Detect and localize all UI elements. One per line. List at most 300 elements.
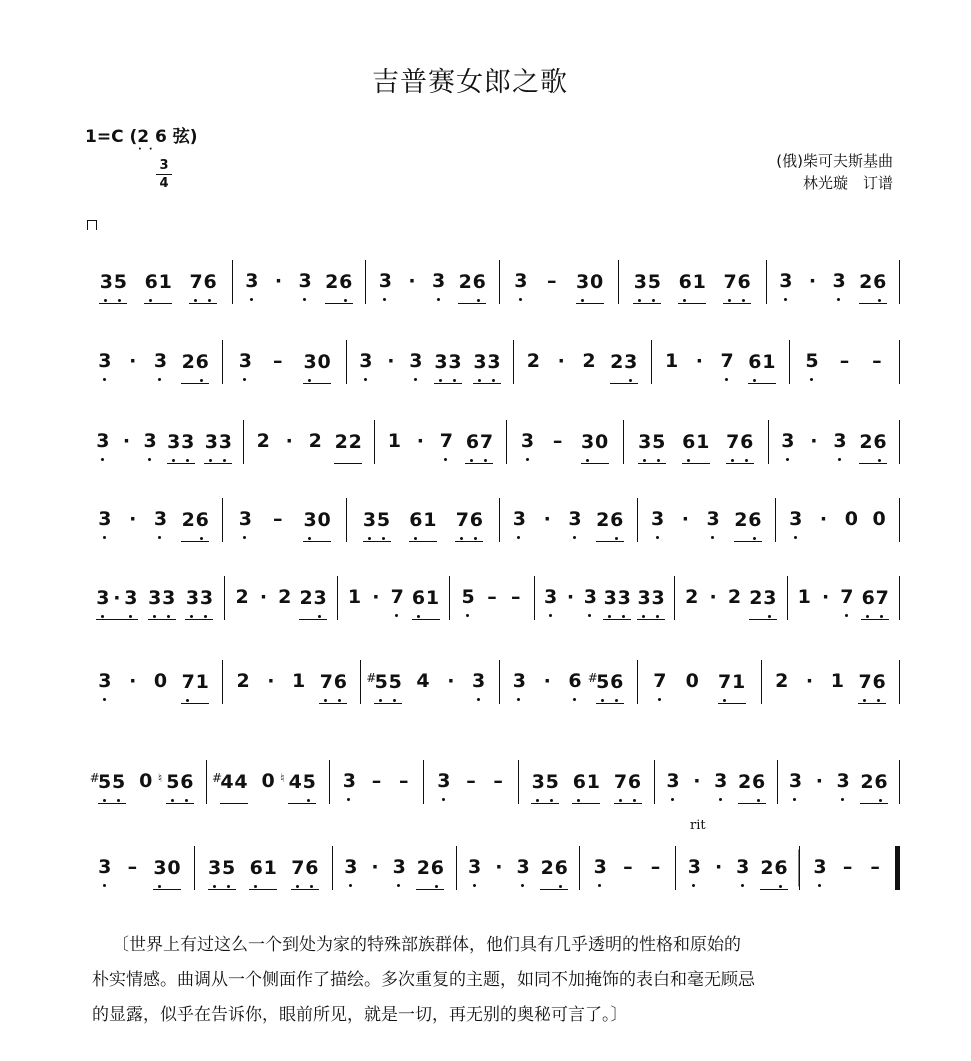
note: 6 <box>409 509 423 531</box>
note-group <box>638 431 666 464</box>
note-group <box>125 856 139 890</box>
note: 6 <box>195 509 209 531</box>
note: 6 <box>873 271 887 293</box>
note-group <box>540 857 568 890</box>
note-group <box>378 270 392 304</box>
low-octave-dot <box>382 537 385 540</box>
dash-note: – <box>127 856 138 878</box>
credits <box>776 150 893 194</box>
natural-icon: ♮ <box>157 771 163 785</box>
note-group <box>292 670 306 704</box>
note-group <box>390 586 404 620</box>
note: 5 <box>545 771 559 793</box>
dot-mark: · <box>129 508 137 530</box>
low-octave-dot <box>549 614 552 617</box>
note-group <box>325 271 353 304</box>
score-system <box>85 312 900 392</box>
dot-mark: · <box>681 508 689 530</box>
note: 3 <box>162 587 176 609</box>
note: 0 <box>317 351 331 373</box>
low-octave-dot <box>577 799 580 802</box>
note: 1 <box>387 430 401 452</box>
time-signature <box>156 158 172 191</box>
note-group <box>144 271 172 304</box>
note-group <box>413 430 427 464</box>
note: 3 <box>208 857 222 879</box>
note: 2 <box>235 586 249 608</box>
note: 3 <box>363 509 377 531</box>
note: 3 <box>448 351 462 373</box>
measure <box>800 846 900 890</box>
measure <box>638 660 762 704</box>
low-octave-dot <box>473 884 476 887</box>
low-octave-dot <box>723 699 726 702</box>
note: 2 <box>416 857 431 879</box>
note: 1 <box>762 351 776 373</box>
note: 6 <box>568 670 582 692</box>
note: 7 <box>390 586 404 608</box>
note: 3 <box>638 431 652 453</box>
low-octave-dot <box>683 299 686 302</box>
note-group <box>540 508 554 542</box>
measure <box>333 846 457 890</box>
note: 3 <box>687 856 701 878</box>
low-octave-dot <box>615 537 618 540</box>
note-group <box>126 350 140 384</box>
low-octave-dot <box>866 615 869 618</box>
low-octave-dot <box>878 459 881 462</box>
low-octave-dot <box>103 884 106 887</box>
note-group <box>492 856 506 890</box>
low-octave-dot <box>863 699 866 702</box>
note: 5 <box>377 509 391 531</box>
low-octave-dot <box>526 458 529 461</box>
dot-mark: · <box>693 770 701 792</box>
note-group <box>860 771 888 804</box>
note: 3 <box>531 771 545 793</box>
note-group <box>409 350 423 384</box>
dot-mark: · <box>372 586 380 608</box>
description-line: 朴实情感。曲调从一个侧面作了描绘。多次重复的主题，如同不加掩饰的表白和毫无顾忌 <box>92 970 755 990</box>
dash-note: – <box>839 350 850 372</box>
note-group <box>264 670 278 704</box>
key-signature <box>85 122 198 155</box>
note: 3 <box>651 508 665 530</box>
dash-note: – <box>273 508 283 530</box>
low-octave-dot <box>101 458 104 461</box>
note-group <box>465 431 493 464</box>
note: 2 <box>334 431 348 453</box>
low-octave-dot <box>642 615 645 618</box>
note: 2 <box>727 586 742 608</box>
measure <box>769 420 900 464</box>
note-group <box>610 351 638 384</box>
low-octave-dot <box>757 799 760 802</box>
note: 0 <box>595 431 609 453</box>
low-octave-dot <box>204 615 207 618</box>
note: 6 <box>628 771 642 793</box>
note-group <box>775 670 789 704</box>
low-octave-dot <box>153 615 156 618</box>
dot-mark: · <box>805 670 814 692</box>
low-octave-dot <box>379 699 382 702</box>
note-group <box>96 587 138 620</box>
low-octave-dot <box>652 299 655 302</box>
low-octave-dots: ·· <box>138 144 160 155</box>
note: 2 <box>859 271 873 293</box>
note-group <box>665 350 679 384</box>
note: 3 <box>781 430 795 452</box>
note-group <box>582 350 596 384</box>
low-octave-dot <box>838 458 841 461</box>
measure <box>223 498 347 542</box>
note-group <box>718 671 746 704</box>
note: 6 <box>195 351 209 373</box>
dash-note: – <box>842 856 853 878</box>
natural-icon: ♮ <box>280 771 285 785</box>
description-line: 〔世界上有过这么一个到处为家的特殊部族群体，他们具有几乎透明的性格和原始的 <box>112 935 741 955</box>
note: 6 <box>610 509 624 531</box>
note-group <box>384 350 398 384</box>
note: 2 <box>181 509 195 531</box>
note-group <box>211 771 248 804</box>
measure <box>233 260 367 304</box>
dot-mark: · <box>543 508 551 530</box>
low-octave-dot <box>470 459 473 462</box>
low-octave-dot <box>728 299 731 302</box>
note: 7 <box>291 857 305 879</box>
note-group <box>551 430 565 464</box>
note-group <box>348 586 362 620</box>
note: 6 <box>430 857 444 879</box>
low-octave-dot <box>158 378 161 381</box>
note: 3 <box>199 587 213 609</box>
note-group <box>614 771 642 804</box>
note: 3 <box>98 670 112 692</box>
note: 5 <box>113 271 127 293</box>
measure <box>500 498 638 542</box>
measure <box>361 660 499 704</box>
note: 2 <box>859 431 873 453</box>
note: 1 <box>830 670 844 692</box>
dot-mark: · <box>819 508 828 530</box>
note: 4 ♮ <box>288 771 302 793</box>
low-octave-dot <box>453 379 456 382</box>
dash-note: – <box>623 856 633 878</box>
measure <box>195 846 333 890</box>
note: 7 <box>723 271 737 293</box>
note-group <box>637 587 665 620</box>
note: 5 <box>461 586 475 608</box>
note: 3 <box>434 351 448 373</box>
sharp-icon: # <box>89 771 100 785</box>
note-group <box>859 271 887 304</box>
dot-mark: · <box>714 856 723 878</box>
note: 6 <box>748 509 762 531</box>
note: 3 <box>98 856 112 878</box>
low-octave-dot <box>671 798 674 801</box>
note-group <box>167 431 195 464</box>
low-octave-dot <box>250 298 253 301</box>
note: 3 <box>788 770 802 792</box>
note-group <box>397 770 411 804</box>
note: 3 <box>637 587 651 609</box>
low-octave-dot <box>318 615 321 618</box>
note: 7 <box>479 431 493 453</box>
note: 7 <box>439 430 453 452</box>
note: 3 <box>512 508 526 530</box>
note-group <box>531 771 559 804</box>
note: 3 <box>98 350 112 372</box>
note: 2 <box>256 430 270 452</box>
note: 6 <box>752 771 766 793</box>
note: 3 <box>238 508 252 530</box>
note: 2 <box>325 271 339 293</box>
note-group <box>204 431 232 464</box>
low-octave-dot <box>460 537 463 540</box>
note-group <box>837 350 851 384</box>
note-group <box>485 586 499 620</box>
measure <box>507 420 624 464</box>
note: 2 <box>236 670 250 692</box>
note: 3 <box>593 856 607 878</box>
note-group <box>564 586 578 620</box>
note: 1 <box>263 857 277 879</box>
measure <box>778 760 900 804</box>
note-group <box>468 856 482 890</box>
low-octave-dot <box>347 798 350 801</box>
measure <box>675 576 787 620</box>
low-octave-dot <box>878 299 881 302</box>
note-group <box>308 430 322 464</box>
note-group <box>706 586 720 620</box>
measure <box>207 760 329 804</box>
low-octave-dot <box>117 799 120 802</box>
note: 0 <box>872 508 886 530</box>
measure <box>514 340 652 384</box>
note: 3 <box>736 856 750 878</box>
note: 2 <box>610 351 624 373</box>
low-octave-dot <box>598 884 601 887</box>
note-group <box>568 670 582 704</box>
low-octave-dot <box>149 299 152 302</box>
low-octave-dot <box>619 799 622 802</box>
measure <box>244 420 375 464</box>
note-group <box>119 430 133 464</box>
note: 1 <box>664 350 679 372</box>
note: 6 <box>748 351 762 373</box>
note: 6 <box>472 271 486 293</box>
note: 3 <box>359 350 373 372</box>
low-octave-dot <box>158 536 161 539</box>
measure <box>767 260 901 304</box>
measure <box>619 260 767 304</box>
note: 2 <box>308 430 322 452</box>
note-group <box>833 430 847 464</box>
note-group <box>271 350 285 384</box>
note-group <box>514 270 528 304</box>
note: 3 <box>568 508 582 530</box>
note: 1 <box>696 431 710 453</box>
measure <box>655 760 777 804</box>
score-system <box>85 470 900 550</box>
note: 3 <box>437 770 451 792</box>
measure <box>457 846 581 890</box>
note: 3 <box>409 350 423 372</box>
note: 6 <box>861 587 875 609</box>
note: 2 <box>749 587 763 609</box>
low-octave-dot <box>818 884 821 887</box>
note: 7 <box>720 350 734 372</box>
dot-mark: · <box>274 270 283 292</box>
note-group <box>706 508 720 542</box>
note: 3 <box>96 430 110 452</box>
note: 6 <box>203 271 217 293</box>
dot-mark: · <box>709 586 717 608</box>
note-group <box>805 350 819 384</box>
low-octave-dot <box>615 699 618 702</box>
low-octave-dot <box>779 885 782 888</box>
note-group <box>89 771 126 804</box>
low-octave-dot <box>656 615 659 618</box>
note-group <box>540 670 554 704</box>
note-group <box>416 670 430 704</box>
low-octave-dot <box>414 378 417 381</box>
low-octave-dot <box>484 459 487 462</box>
low-octave-dot <box>586 459 589 462</box>
note-group <box>805 270 819 304</box>
note: 6 <box>572 771 586 793</box>
note: 3 <box>763 587 777 609</box>
note: 1 <box>292 670 306 692</box>
note-group <box>412 587 440 620</box>
note-group <box>817 508 831 542</box>
low-octave-dot <box>793 798 796 801</box>
measure <box>652 340 790 384</box>
note-group <box>521 430 535 464</box>
measure <box>85 340 223 384</box>
note-group <box>678 271 706 304</box>
note: 3 <box>789 508 803 530</box>
dot-mark: · <box>821 586 830 608</box>
note-group <box>434 351 462 384</box>
note: 3 <box>238 350 252 372</box>
note: 0 <box>167 857 181 879</box>
low-octave-dot <box>200 379 203 382</box>
note-group <box>96 430 110 464</box>
note: 3 <box>617 587 631 609</box>
note: 0 <box>844 508 858 530</box>
note-group <box>651 508 665 542</box>
measure <box>366 260 500 304</box>
measure <box>500 260 620 304</box>
dash-note: – <box>466 770 476 792</box>
note-group <box>363 509 391 542</box>
note: 1 <box>423 509 437 531</box>
dot-mark: · <box>408 270 416 292</box>
note: 2 <box>526 350 541 372</box>
note: 7 <box>875 587 889 609</box>
note: 3 <box>432 270 446 292</box>
note-group <box>720 350 734 384</box>
note-group <box>836 770 850 804</box>
note: 6 <box>412 587 426 609</box>
measure <box>85 498 223 542</box>
low-octave-dot <box>536 799 539 802</box>
note-group <box>692 350 706 384</box>
dot-mark: · <box>543 670 551 692</box>
low-octave-dot <box>658 698 661 701</box>
note: 3 <box>576 271 590 293</box>
note-group <box>189 271 217 304</box>
note-group <box>455 509 483 542</box>
note-group <box>788 770 802 804</box>
low-octave-dot <box>208 299 211 302</box>
description <box>92 928 922 1033</box>
low-octave-dot <box>186 699 189 702</box>
note: 3 <box>99 271 113 293</box>
dot-mark: · <box>129 350 137 372</box>
note-group <box>583 586 597 620</box>
measure <box>624 420 769 464</box>
dash-note: – <box>872 350 882 372</box>
measure <box>450 576 534 620</box>
low-octave-dot <box>171 799 174 802</box>
note: 1 <box>195 671 209 693</box>
note-group <box>687 856 701 890</box>
arranger: 林光璇 订谱 <box>802 174 893 192</box>
note: 3 <box>185 587 199 609</box>
note: 6 <box>682 431 696 453</box>
low-octave-dot <box>308 379 311 382</box>
note-group <box>271 508 285 542</box>
note-group <box>666 770 680 804</box>
low-octave-dot <box>310 885 313 888</box>
note-group <box>126 508 140 542</box>
low-octave-dot <box>296 885 299 888</box>
note-group <box>342 770 356 804</box>
note-group <box>98 350 112 384</box>
note: 2 <box>278 586 292 608</box>
note-group <box>568 508 582 542</box>
note-group <box>208 857 236 890</box>
low-octave-dot <box>837 298 840 301</box>
measure <box>676 846 800 890</box>
note: 2 <box>734 509 748 531</box>
note-group <box>596 509 624 542</box>
note: 1 <box>158 271 172 293</box>
note-group <box>544 586 558 620</box>
low-octave-dot <box>879 799 882 802</box>
dot-mark: · <box>129 670 137 692</box>
note: 6 <box>610 671 624 693</box>
dot-mark: · <box>416 430 424 452</box>
note-group <box>870 350 884 384</box>
low-octave-dot <box>466 614 469 617</box>
note: 3 <box>148 587 162 609</box>
note-group <box>803 670 817 704</box>
note: 6 <box>469 509 483 531</box>
low-octave-dot <box>719 798 722 801</box>
note: 3 <box>714 770 728 792</box>
note-group <box>181 671 209 704</box>
note: 6 <box>740 431 754 453</box>
low-octave-dot <box>158 885 161 888</box>
note: 3 <box>836 770 850 792</box>
note-group <box>153 508 167 542</box>
note: 3 <box>143 430 157 452</box>
note-group <box>387 430 401 464</box>
